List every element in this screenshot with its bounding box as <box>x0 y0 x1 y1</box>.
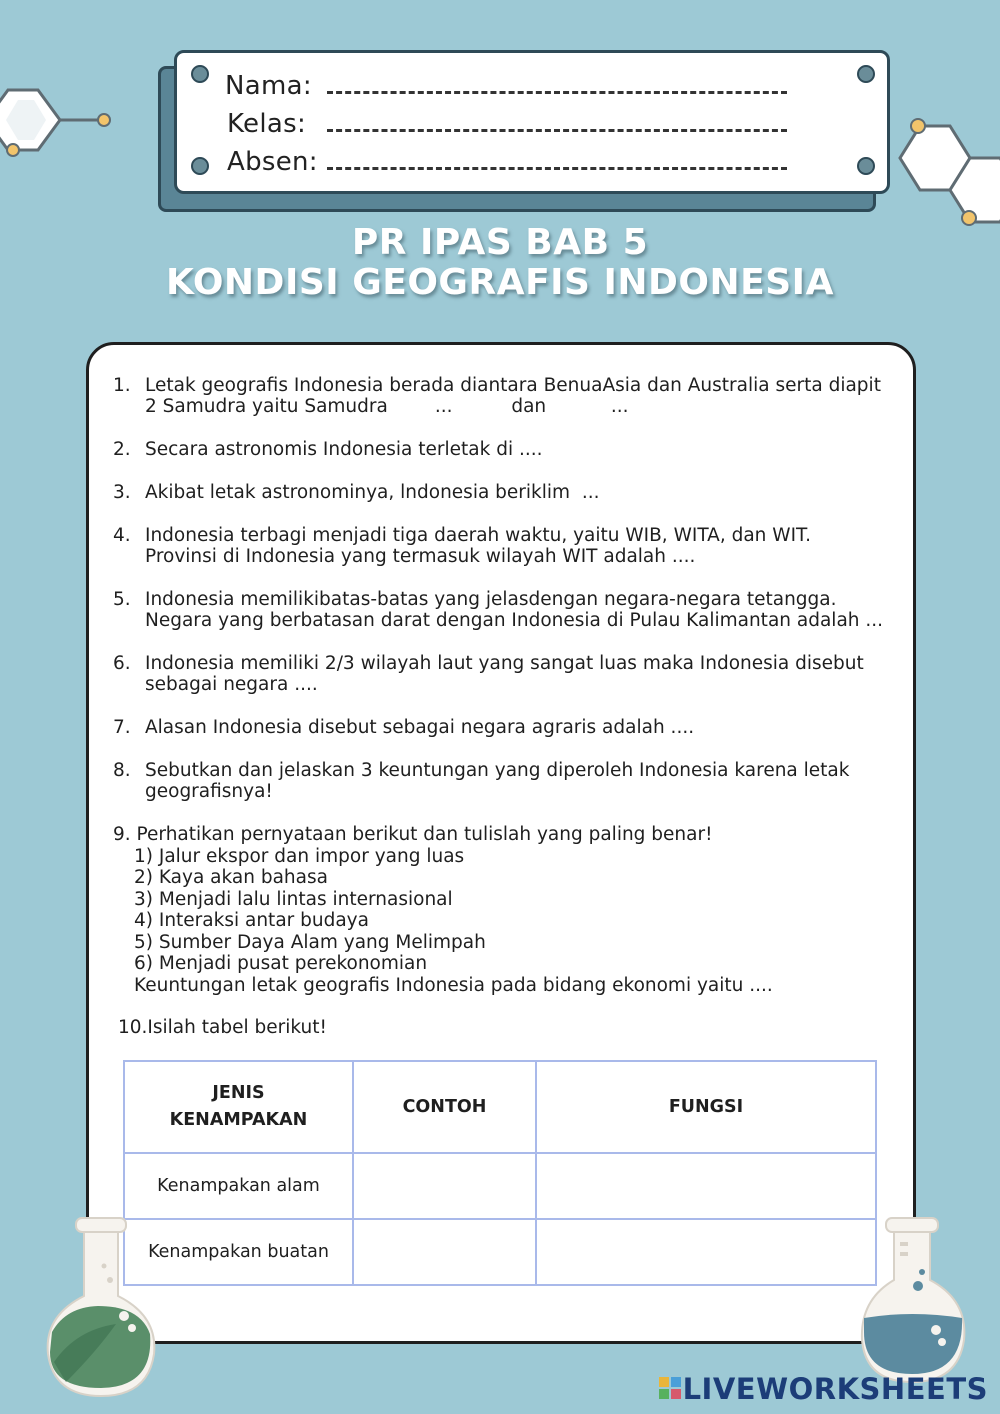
liveworksheets-logo[interactable] <box>659 1372 988 1406</box>
header-kenampakan: KENAMPAKAN <box>169 1110 308 1130</box>
question-7 <box>113 717 893 739</box>
statement-item: 5) Sumber Daya Alam yang Melimpah <box>134 931 486 953</box>
question-9 <box>113 824 893 999</box>
contoh-input-cell[interactable] <box>353 1153 536 1219</box>
kelas-label: Kelas: <box>227 109 307 139</box>
statement-item: 3) Menjadi lalu lintas internasional <box>134 888 453 910</box>
question-10: 10.Isilah tabel berikut! <box>118 1017 327 1038</box>
green-flask-icon <box>36 1212 166 1402</box>
question-text: Provinsi di Indonesia yang termasuk wilayah WIT adalah .... <box>145 546 696 567</box>
row-jenis-cell: Kenampakan buatan <box>124 1219 353 1285</box>
header-contoh: CONTOH <box>353 1061 536 1153</box>
question-number: 4. <box>113 525 131 546</box>
statement-item: 1) Jalur ekspor dan impor yang luas <box>134 845 465 867</box>
question-text: sebagai negara .... <box>145 674 318 695</box>
kelas-field[interactable] <box>327 129 787 132</box>
rivet-icon <box>191 157 209 175</box>
question-1 <box>113 375 893 419</box>
nama-label: Nama: <box>225 71 312 101</box>
statement-item: 6) Menjadi pusat perekonomian <box>134 953 428 974</box>
header-jenis-kenampakan <box>124 1061 353 1153</box>
liveworksheets-logo-icon <box>659 1377 681 1399</box>
question-text: Letak geografis Indonesia berada diantara BenuaAsia dan Australia serta diapit <box>145 375 881 396</box>
question-5 <box>113 589 893 633</box>
question-6 <box>113 653 893 697</box>
fungsi-input-cell[interactable] <box>536 1219 876 1285</box>
title-line-1: PR IPAS BAB 5 <box>351 222 649 263</box>
absen-field[interactable] <box>327 167 787 170</box>
row-jenis-cell: Kenampakan alam <box>124 1153 353 1219</box>
brand-text: LIVEWORKSHEETS <box>682 1372 988 1406</box>
absen-label: Absen: <box>227 147 318 177</box>
table-row <box>124 1219 876 1285</box>
question-number: 7. <box>113 717 131 738</box>
question-text: Indonesia memilikibatas-batas yang jelasdengan negara-negara tetangga. <box>145 589 837 610</box>
question-9-intro: 9. Perhatikan pernyataan berikut dan tulislah yang paling benar! <box>113 824 713 845</box>
question-3 <box>113 482 893 504</box>
molecule-right-icon <box>890 110 1000 230</box>
title-line-2: KONDISI GEOGRAFIS INDONESIA <box>166 262 834 303</box>
student-info-card <box>174 50 890 194</box>
question-text: Alasan Indonesia disebut sebagai negara agraris adalah .... <box>145 717 695 738</box>
question-text: Sebutkan dan jelaskan 3 keuntungan yang diperoleh Indonesia karena letak <box>145 760 850 781</box>
question-number: 8. <box>113 760 131 781</box>
question-9-closing: Keuntungan letak geografis Indonesia pada bidang ekonomi yaitu .... <box>134 974 773 996</box>
question-number: 1. <box>113 375 131 396</box>
nama-field[interactable] <box>327 91 787 94</box>
question-8 <box>113 760 893 804</box>
question-2 <box>113 439 893 461</box>
question-number: 3. <box>113 482 131 503</box>
question-text: Indonesia terbagi menjadi tiga daerah waktu, yaitu WIB, WITA, dan WIT. <box>145 525 812 546</box>
question-text: Akibat letak astronominya, lndonesia beriklim ... <box>145 482 600 503</box>
blue-flask-icon <box>858 1214 978 1389</box>
statement-item: 4) Interaksi antar budaya <box>134 910 369 931</box>
header-fungsi: FUNGSI <box>536 1061 876 1153</box>
fungsi-input-cell[interactable] <box>536 1153 876 1219</box>
question-4 <box>113 525 893 569</box>
question-text: Secara astronomis Indonesia terletak di .... <box>145 439 543 460</box>
statement-item: 2) Kaya akan bahasa <box>134 867 328 888</box>
question-number: 6. <box>113 653 131 674</box>
question-text: Indonesia memiliki 2/3 wilayah laut yang sangat luas maka Indonesia disebut <box>145 653 864 674</box>
table-row <box>124 1153 876 1219</box>
question-number: 2. <box>113 439 131 460</box>
question-text: Negara yang berbatasan darat dengan Indonesia di Pulau Kalimantan adalah ... <box>145 610 884 631</box>
rivet-icon <box>191 65 209 83</box>
molecule-left-icon <box>0 60 120 160</box>
question-text: 2 Samudra yaitu Samudra ... dan ... <box>145 396 629 417</box>
question-number: 5. <box>113 589 131 610</box>
rivet-icon <box>857 157 875 175</box>
question-text: geografisnya! <box>145 781 273 802</box>
header-jenis: JENIS <box>212 1083 265 1103</box>
contoh-input-cell[interactable] <box>353 1219 536 1285</box>
kenampakan-table <box>123 1060 877 1286</box>
rivet-icon <box>857 65 875 83</box>
